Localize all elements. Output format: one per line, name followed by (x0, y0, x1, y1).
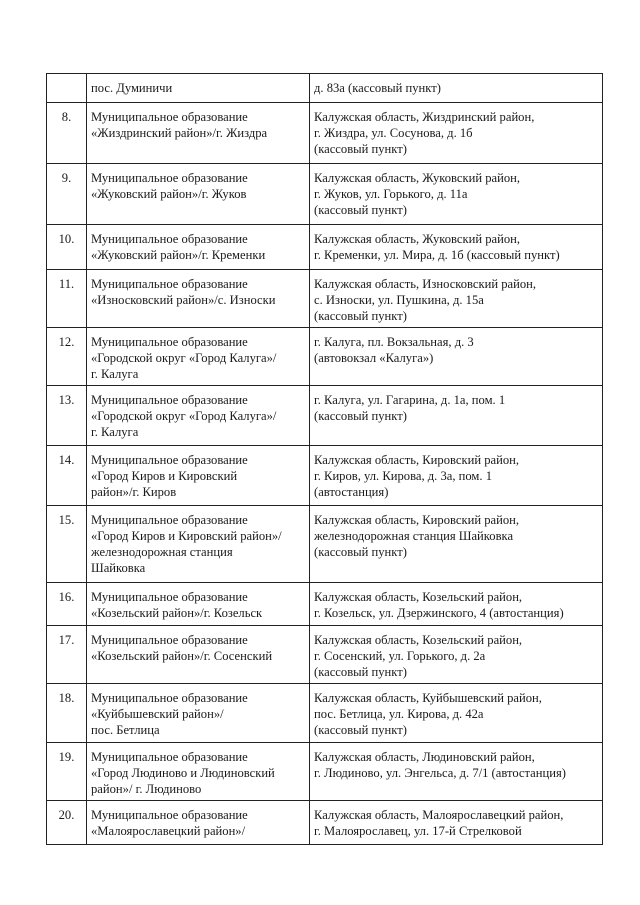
municipality-cell (87, 270, 310, 328)
address-line: Калужская область, Малоярославецкий район, (314, 808, 564, 822)
municipality-line: Муниципальное образование (91, 590, 248, 604)
address-line: (кассовый пункт) (314, 409, 407, 423)
row-number-cell (47, 386, 87, 446)
table-row (47, 386, 603, 446)
municipality-line: Муниципальное образование (91, 232, 248, 246)
row-number: 20. (58, 808, 75, 822)
table-row (47, 743, 603, 801)
table-row (47, 103, 603, 164)
municipality-line: пос. Бетлица (91, 723, 160, 737)
address-line: (кассовый пункт) (314, 723, 407, 737)
municipality-line: Шайковка (91, 561, 146, 575)
row-number: 12. (58, 335, 75, 349)
address-cell (310, 801, 603, 845)
address-line: Калужская область, Козельский район, (314, 633, 523, 647)
address-line: г. Калуга, пл. Вокзальная, д. 3 (314, 335, 474, 349)
municipality-line: Муниципальное образование (91, 171, 248, 185)
row-number-cell (47, 684, 87, 743)
address-cell (310, 164, 603, 225)
municipality-cell (87, 164, 310, 225)
municipality-line: Муниципальное образование (91, 453, 248, 467)
address-cell (310, 684, 603, 743)
municipality-line: Муниципальное образование (91, 110, 248, 124)
address-line: г. Жуков, ул. Горького, д. 11а (314, 187, 468, 201)
municipality-line: «Город Людиново и Людиновский (91, 766, 275, 780)
row-number-cell (47, 103, 87, 164)
address-cell (310, 74, 603, 103)
municipality-line: Муниципальное образование (91, 335, 248, 349)
municipality-line: «Козельский район»/г. Козельск (91, 606, 263, 620)
address-line: (автовокзал «Калуга») (314, 351, 434, 365)
municipality-cell (87, 328, 310, 386)
address-line: Калужская область, Износковский район, (314, 277, 537, 291)
address-cell (310, 743, 603, 801)
address-line: (кассовый пункт) (314, 203, 407, 217)
address-line: железнодорожная станция Шайковка (314, 529, 514, 543)
municipality-cell (87, 626, 310, 684)
address-line: г. Калуга, ул. Гагарина, д. 1а, пом. 1 (314, 393, 506, 407)
table-row (47, 626, 603, 684)
registry-table-body (47, 74, 603, 845)
address-cell (310, 328, 603, 386)
municipality-line: г. Калуга (91, 367, 139, 381)
row-number: 19. (58, 750, 75, 764)
municipality-line: «Жуковский район»/г. Жуков (91, 187, 247, 201)
row-number: 9. (61, 171, 72, 185)
municipality-line: «Жуковский район»/г. Кременки (91, 248, 266, 262)
address-line: (кассовый пункт) (314, 545, 407, 559)
row-number-cell (47, 626, 87, 684)
address-line: г. Людиново, ул. Энгельса, д. 7/1 (автостанция) (314, 766, 566, 780)
row-number: 11. (58, 277, 75, 291)
address-line: г. Сосенский, ул. Горького, д. 2а (314, 649, 486, 663)
municipality-line: район»/ г. Людиново (91, 782, 202, 796)
table-row (47, 583, 603, 626)
municipality-line: «Город Киров и Кировский (91, 469, 238, 483)
row-number-cell (47, 225, 87, 270)
address-line: Калужская область, Козельский район, (314, 590, 523, 604)
table-row (47, 164, 603, 225)
municipality-cell (87, 446, 310, 506)
municipality-cell (87, 801, 310, 845)
municipality-line: железнодорожная станция (91, 545, 233, 559)
table-row (47, 270, 603, 328)
municipality-line: «Козельский район»/г. Сосенский (91, 649, 273, 663)
row-number: 10. (58, 232, 75, 246)
address-line: Калужская область, Людиновский район, (314, 750, 535, 764)
municipality-cell (87, 506, 310, 583)
row-number: 17. (58, 633, 75, 647)
municipality-line: район»/г. Киров (91, 485, 177, 499)
address-line: (кассовый пункт) (314, 665, 407, 679)
table-row (47, 801, 603, 845)
municipality-line: г. Калуга (91, 425, 139, 439)
address-line: Калужская область, Кировский район, (314, 453, 520, 467)
table-row (47, 684, 603, 743)
municipality-line: пос. Думиничи (91, 81, 173, 95)
table-row (47, 506, 603, 583)
address-line: г. Малоярославец, ул. 17-й Стрелковой (314, 824, 522, 838)
row-number-cell (47, 164, 87, 225)
table-row (47, 446, 603, 506)
table-row (47, 225, 603, 270)
address-line: Калужская область, Жуковский район, (314, 171, 521, 185)
row-number-cell (47, 328, 87, 386)
municipality-line: «Городской округ «Город Калуга»/ (91, 409, 277, 423)
row-number-cell (47, 74, 87, 103)
municipality-line: Муниципальное образование (91, 277, 248, 291)
row-number: 8. (61, 110, 72, 124)
registry-table (46, 73, 603, 845)
municipality-cell (87, 103, 310, 164)
row-number-cell (47, 270, 87, 328)
row-number: 16. (58, 590, 75, 604)
row-number-cell (47, 506, 87, 583)
municipality-cell (87, 74, 310, 103)
address-line: г. Киров, ул. Кирова, д. 3а, пом. 1 (314, 469, 492, 483)
address-line: Калужская область, Жиздринский район, (314, 110, 535, 124)
address-line: пос. Бетлица, ул. Кирова, д. 42а (314, 707, 484, 721)
municipality-line: «Город Киров и Кировский район»/ (91, 529, 282, 543)
address-line: Калужская область, Куйбышевский район, (314, 691, 542, 705)
address-cell (310, 626, 603, 684)
address-cell (310, 583, 603, 626)
municipality-line: «Малоярославецкий район»/ (91, 824, 246, 838)
municipality-line: Муниципальное образование (91, 633, 248, 647)
municipality-line: «Износковский район»/с. Износки (91, 293, 276, 307)
address-cell (310, 225, 603, 270)
municipality-line: Муниципальное образование (91, 513, 248, 527)
municipality-line: «Куйбышевский район»/ (91, 707, 224, 721)
row-number: 14. (58, 453, 75, 467)
row-number-cell (47, 583, 87, 626)
municipality-cell (87, 743, 310, 801)
address-line: Калужская область, Жуковский район, (314, 232, 521, 246)
municipality-cell (87, 225, 310, 270)
address-line: Калужская область, Кировский район, (314, 513, 520, 527)
address-line: г. Кременки, ул. Мира, д. 1б (кассовый пункт) (314, 248, 560, 262)
municipality-line: «Городской округ «Город Калуга»/ (91, 351, 277, 365)
address-line: (кассовый пункт) (314, 309, 407, 323)
row-number-cell (47, 446, 87, 506)
row-number-cell (47, 801, 87, 845)
municipality-line: Муниципальное образование (91, 691, 248, 705)
address-cell (310, 506, 603, 583)
municipality-line: «Жиздринский район»/г. Жиздра (91, 126, 268, 140)
municipality-line: Муниципальное образование (91, 750, 248, 764)
municipality-line: Муниципальное образование (91, 393, 248, 407)
address-line: г. Жиздра, ул. Сосунова, д. 1б (314, 126, 473, 140)
address-line: д. 83а (кассовый пункт) (314, 81, 441, 95)
table-row (47, 328, 603, 386)
row-number: 13. (58, 393, 75, 407)
municipality-line: Муниципальное образование (91, 808, 248, 822)
row-number: 18. (58, 691, 75, 705)
table-row (47, 74, 603, 103)
municipality-cell (87, 583, 310, 626)
address-cell (310, 446, 603, 506)
municipality-cell (87, 684, 310, 743)
municipality-cell (87, 386, 310, 446)
address-line: г. Козельск, ул. Дзержинского, 4 (автостанция) (314, 606, 564, 620)
address-line: (автостанция) (314, 485, 389, 499)
row-number: 15. (58, 513, 75, 527)
address-line: с. Износки, ул. Пушкина, д. 15а (314, 293, 484, 307)
address-cell (310, 270, 603, 328)
address-line: (кассовый пункт) (314, 142, 407, 156)
address-cell (310, 103, 603, 164)
row-number-cell (47, 743, 87, 801)
address-cell (310, 386, 603, 446)
